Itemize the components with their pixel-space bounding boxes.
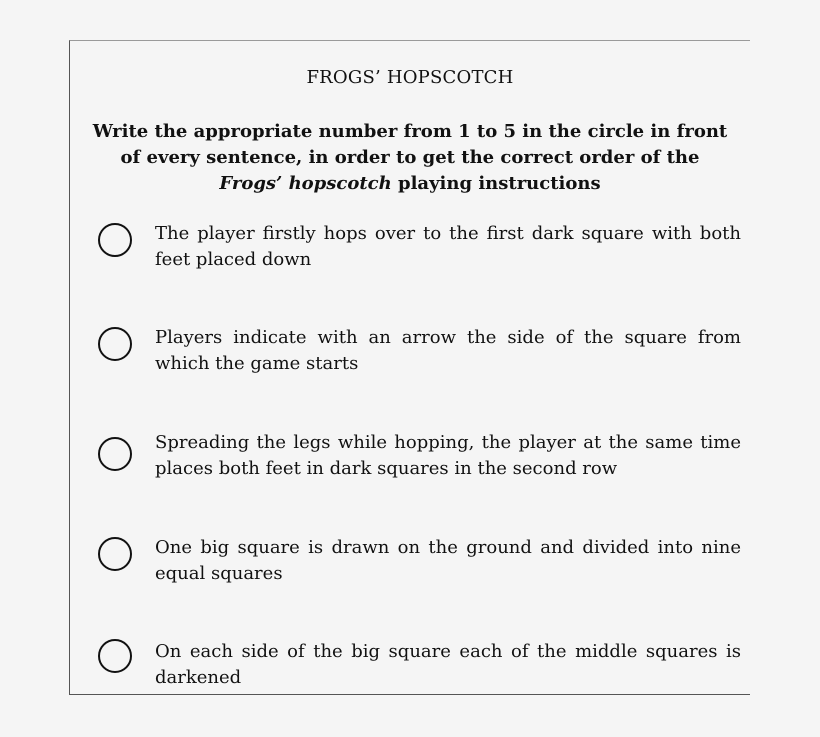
sentence-text-3: Spreading the legs while hopping, the player at the same time places both feet in dark squares in the second row xyxy=(155,432,741,479)
instruction-text xyxy=(84,119,736,197)
answer-circle-4[interactable] xyxy=(98,537,132,571)
instruction-line-3-rest: playing instructions xyxy=(391,173,601,194)
answer-circle-1[interactable] xyxy=(98,223,132,257)
answer-circle-2[interactable] xyxy=(98,327,132,361)
instruction-line-2: of every sentence, in order to get the correct order of the xyxy=(120,147,700,168)
instruction-line-3 xyxy=(84,171,736,197)
worksheet xyxy=(69,40,750,695)
answer-circle-5[interactable] xyxy=(98,639,132,673)
instruction-line-1: Write the appropriate number from 1 to 5 in the circle in front xyxy=(92,121,728,142)
answer-circle-3[interactable] xyxy=(98,437,132,471)
sentence-text-2: Players indicate with an arrow the side of the square from which the game starts xyxy=(155,327,741,374)
sentence-text-5: On each side of the big square each of the middle squares is darkened xyxy=(155,641,741,688)
worksheet-title: FROGS’ HOPSCOTCH xyxy=(306,67,514,88)
instruction-game-name: Frogs’ hopscotch xyxy=(219,173,392,194)
sentence-text-4: One big square is drawn on the ground and divided into nine equal squares xyxy=(155,537,741,584)
sentence-text-1: The player firstly hops over to the first dark square with both feet placed down xyxy=(155,223,741,270)
